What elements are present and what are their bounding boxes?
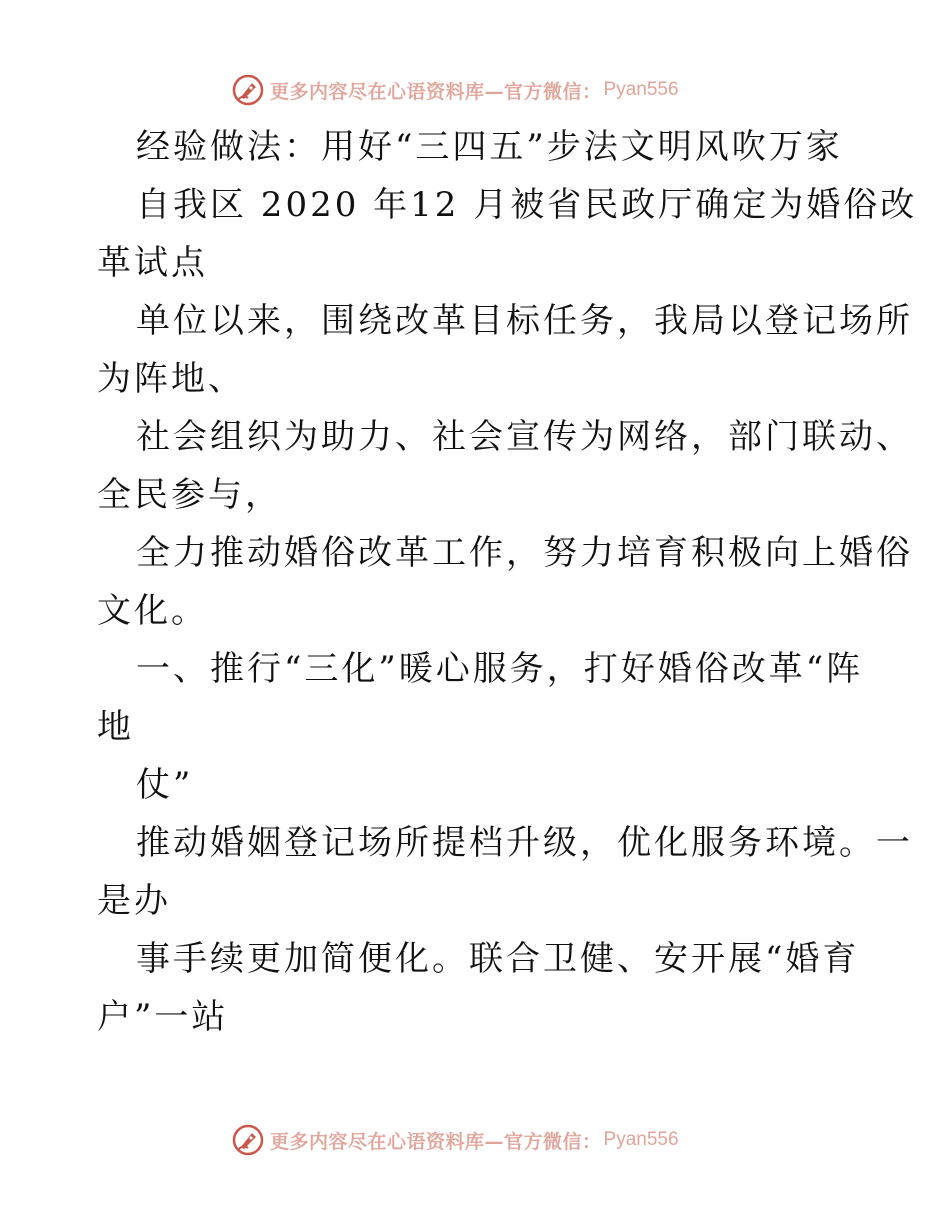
paragraph-line: 单位以来，围绕改革目标任务，我局以登记场所 bbox=[136, 301, 913, 341]
paragraph-line: 事手续更加简便化。联合卫健、安开展“婚育 bbox=[136, 939, 860, 979]
section-heading-line: 仗” bbox=[136, 765, 194, 805]
banner-wechat-id: Pyan556 bbox=[603, 79, 679, 100]
document-heading: 经验做法：用好“三四五”步法文明风吹万家 bbox=[136, 127, 843, 167]
footer-watermark-banner bbox=[232, 1122, 679, 1158]
banner-text: 更多内容尽在心语资料库—官方微信： bbox=[270, 80, 602, 103]
paragraph-line: 社会组织为助力、社会宣传为网络，部门联动、 bbox=[136, 417, 913, 457]
paragraph-line: 革试点 bbox=[97, 243, 208, 283]
pen-nib-logo-icon bbox=[232, 1124, 264, 1156]
paragraph-line: 全力推动婚俗改革工作，努力培育积极向上婚俗 bbox=[136, 533, 913, 573]
paragraph-line: 推动婚姻登记场所提档升级，优化服务环境。一 bbox=[136, 823, 913, 863]
section-heading-line: 地 bbox=[97, 707, 134, 747]
paragraph-line: 为阵地、 bbox=[97, 359, 245, 399]
banner-wechat-id: Pyan556 bbox=[603, 1129, 679, 1150]
document-body bbox=[97, 118, 918, 1046]
section-heading-line: 一、推行“三化”暖心服务，打好婚俗改革“阵 bbox=[136, 649, 864, 689]
paragraph-line: 文化。 bbox=[97, 591, 208, 631]
banner-text: 更多内容尽在心语资料库—官方微信： bbox=[270, 1130, 602, 1153]
paragraph-line: 全民参与， bbox=[97, 475, 282, 515]
paragraph-line: 自我区 2020 年12 月被省民政厅确定为婚俗改 bbox=[136, 185, 918, 225]
header-watermark-banner bbox=[232, 72, 679, 108]
pen-nib-logo-icon bbox=[232, 74, 264, 106]
paragraph-line: 户”一站 bbox=[97, 997, 229, 1037]
paragraph-line: 是办 bbox=[97, 881, 171, 921]
